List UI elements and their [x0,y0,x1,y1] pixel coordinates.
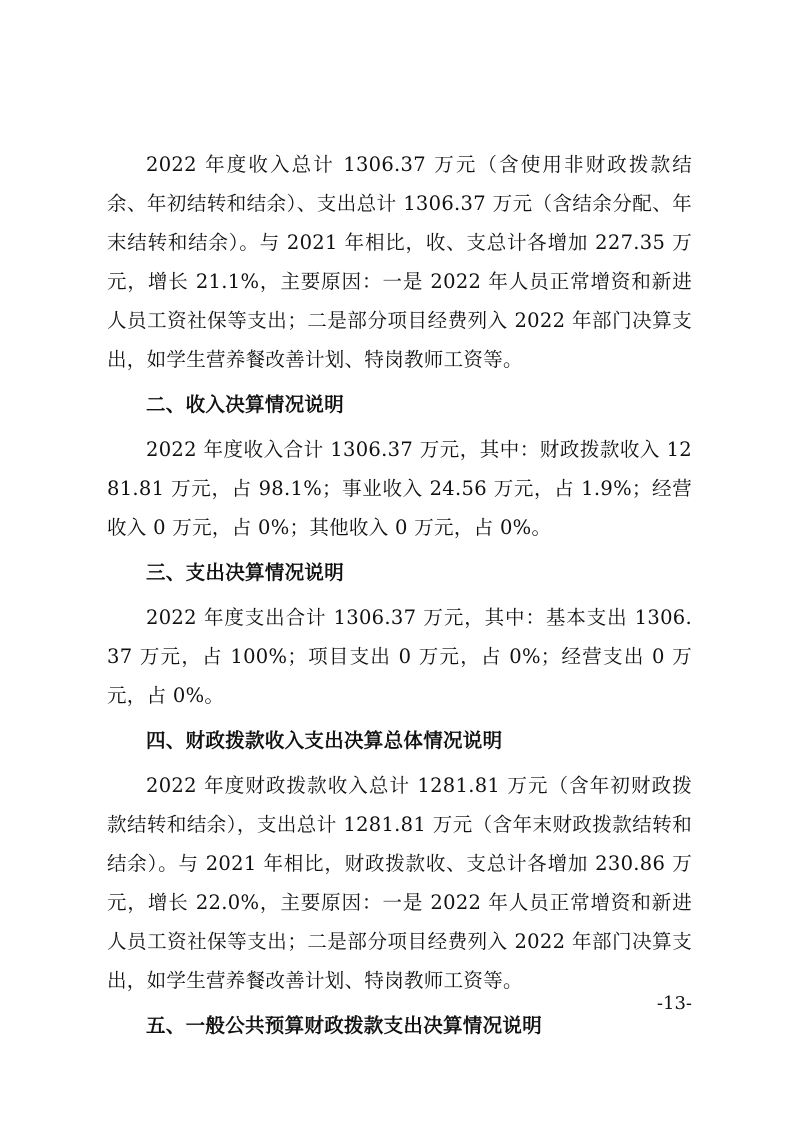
paragraph-expenditure: 2022 年度支出合计 1306.37 万元，其中：基本支出 1306.37 万元，占 100%；项目支出 0 万元，占 0%；经营支出 0 万元，占 0%。 [107,606,692,707]
section-heading-expenditure: 三、支出决算情况说明 [146,561,345,584]
section-heading-income: 二、收入决算情况说明 [146,393,345,416]
page-number: -13- [656,993,692,1014]
paragraph-fiscal-overview: 2022 年度财政拨款收入总计 1281.81 万元（含年初财政拨款结转和结余），支出总计 1281.81 万元（含年末财政拨款结转和结余）。与 2021 年相比，财政拨款收、支总计各增加 230.86 万元，增长 22.0%，主要原因：一是 2022 年人员正常增资和新进人员工资社保等支出；二是部分项目经费列入 2022 年部门决算支出，如学生营养餐改善计划、特岗教师工资等。 [107,774,692,992]
document-body [107,145,692,1045]
section-heading-general-budget: 五、一般公共预算财政拨款支出决算情况说明 [146,1014,543,1037]
section-heading-fiscal-overview: 四、财政拨款收入支出决算总体情况说明 [146,729,503,752]
paragraph-total-income-expenditure: 2022 年度收入总计 1306.37 万元（含使用非财政拨款结余、年初结转和结余）、支出总计 1306.37 万元（含结余分配、年末结转和结余）。与 2021 年相比，收、支总计各增加 227.35 万元，增长 21.1%，主要原因：一是 2022 年人员正常增资和新进人员工资社保等支出；二是部分项目经费列入 2022 年部门决算支出，如学生营养餐改善计划、特岗教师工资等。 [107,153,692,371]
paragraph-income: 2022 年度收入合计 1306.37 万元，其中：财政拨款收入 1281.81 万元，占 98.1%；事业收入 24.56 万元，占 1.9%；经营收入 0 万元，占 0%；其他收入 0 万元，占 0%。 [107,438,692,539]
